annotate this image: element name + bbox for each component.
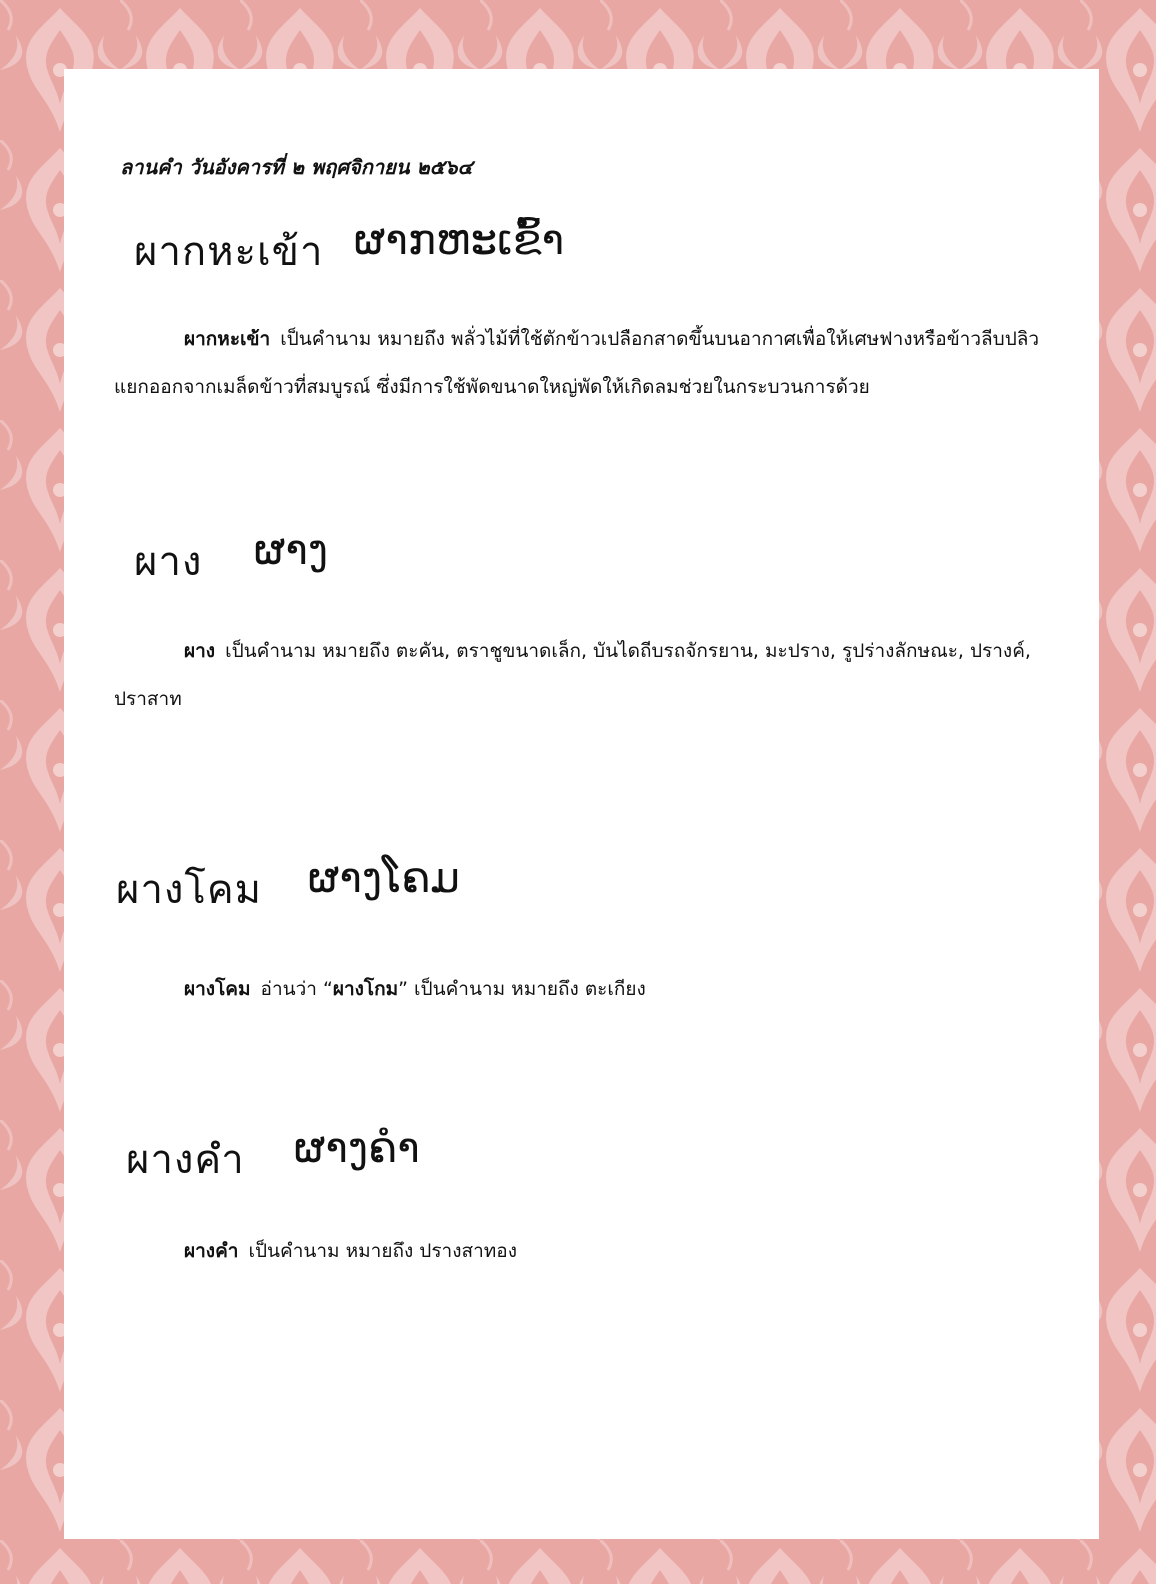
content-page [64,69,1099,1539]
entry-word-4: ผางคำ [126,1137,245,1183]
definition-read-suffix-3: ” เป็นคำนาม หมายถึง ตะเกียง [398,978,646,1000]
entry-word-1: ผากหะเข้า [134,229,324,275]
entry-script-2: ຜາງ [254,525,329,574]
definition-headword-2: ผาง [184,640,216,662]
entry-definition-1 [114,315,1054,411]
entry-word-3: ผางโคม [116,867,263,913]
definition-read-word-3: ผางโกม [332,978,399,1000]
definition-text-2: เป็นคำนาม หมายถึง ตะคัน, ตราชูขนาดเล็ก, บันไดถีบรถจักรยาน, มะปราง, รูปร่างลักษณะ, ปรางค์, ปราสาท [114,640,1031,710]
definition-headword-4: ผางคำ [184,1240,239,1262]
definition-headword-1: ผากหะเข้า [184,328,271,350]
entry-script-4: ຜາງຄຳ [294,1123,420,1172]
definition-read-prefix-3: อ่านว่า “ [260,978,333,1000]
entry-definition-4 [114,1227,1054,1275]
entry-definition-3 [114,965,1054,1013]
definition-text-1: เป็นคำนาม หมายถึง พลั่วไม้ที่ใช้ตักข้าวเปลือกสาดขึ้นบนอากาศเพื่อให้เศษฟางหรือข้าวลีบปลิวแยกออกจากเมล็ดข้าวที่สมบูรณ์ ซึ่งมีการใช้พัดขนาดใหญ่พัดให้เกิดลมช่วยในกระบวนการด้วย [114,328,1040,398]
definition-text-4: เป็นคำนาม หมายถึง ปรางสาทอง [248,1240,517,1262]
entry-definition-2 [114,627,1054,723]
entry-word-2: ผาง [134,539,203,585]
entry-script-3: ຜາງໂຄມ [308,853,460,902]
entry-script-1: ຜາກຫະເຂົ້າ [354,215,565,264]
header-date-line: ลานคำ วันอังคารที่ ๒ พฤศจิกายน ๒๕๖๔ [120,155,473,179]
definition-headword-3: ผางโคม [184,978,251,1000]
